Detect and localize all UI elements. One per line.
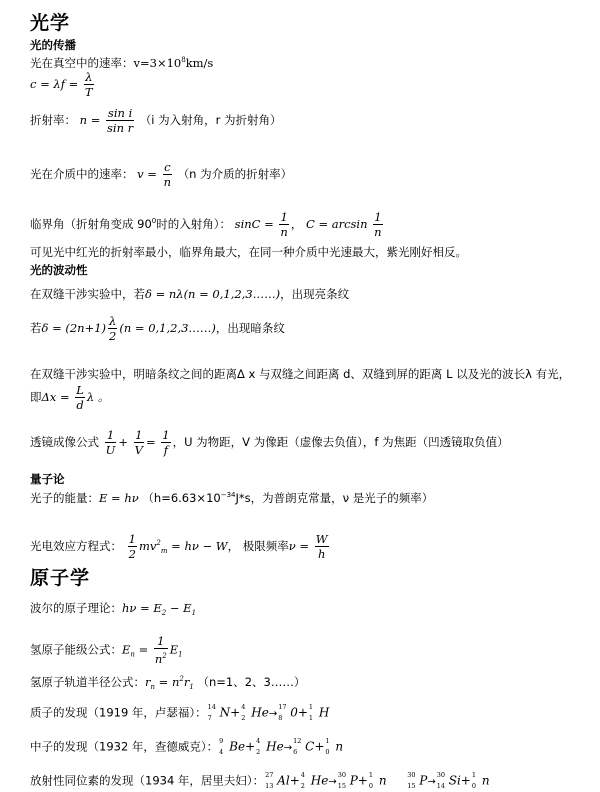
lens-note: ，U 为物距，V 为像距（虚像去负值），f 为焦距（凹透镜取负值） <box>172 435 509 449</box>
medium-speed-den: n <box>163 175 172 189</box>
critical-deg: 0 <box>151 217 157 225</box>
reaction-arrow: → <box>328 776 337 788</box>
photoelectric-line <box>30 532 331 561</box>
nuclide-n14: 14 7 <box>207 703 216 722</box>
critical-num2: 1 <box>374 210 382 224</box>
refraction-den: sin r <box>107 121 134 135</box>
nuclide-he4: 4 2 <box>256 737 261 756</box>
spacing-fraction <box>75 383 85 412</box>
radius-label: 氢原子轨道半径公式： <box>30 675 145 689</box>
lens-n2: 1 <box>135 428 143 442</box>
levels-den: n <box>154 652 163 666</box>
nuclide-n1-b: 1 0 <box>471 771 476 790</box>
medium-speed-num: c <box>164 160 171 174</box>
photoelectric-label: 光电效应方程式： <box>30 539 122 553</box>
medium-speed-lhs: v = <box>137 167 157 181</box>
bohr-s1: 1 <box>191 609 197 617</box>
wave-lambda-f: λf <box>53 77 65 91</box>
heading-quantum: 量子论 <box>30 472 65 486</box>
bright-fringe-line <box>30 286 349 302</box>
spacing-num: L <box>76 383 84 397</box>
photon-energy-label: 光子的能量： <box>30 491 99 505</box>
bright-prefix: 在双缝干涉实验中，若 <box>30 287 145 301</box>
refraction-note: （i 为入射角，r 为折射角） <box>139 113 282 127</box>
radius-r: r <box>183 675 190 689</box>
photoelectric-nu: ν = <box>288 539 310 553</box>
section-title-optics: 光学 <box>30 12 71 34</box>
spacing-den: d <box>76 398 84 412</box>
nuclide-si30: 30 14 <box>436 771 445 790</box>
radius-lhs-sub: n <box>150 683 156 691</box>
refraction-label: 折射率： <box>30 113 76 127</box>
dark-suffix: ，出现暗条纹 <box>215 321 285 335</box>
dark-num: λ <box>109 314 117 328</box>
bright-formula: δ = nλ(n = 0,1,2,3……) <box>145 287 281 301</box>
critical-label-b: 时的入射角）： <box>156 217 232 231</box>
photoelectric-den2: h <box>317 547 326 561</box>
vacuum-speed-unit: km/s <box>185 56 214 70</box>
medium-speed-note: （n 为介质的折射率） <box>177 167 293 181</box>
levels-eq: = <box>134 642 149 657</box>
proton-label: 质子的发现（1919 年，卢瑟福）： <box>30 705 207 720</box>
lens-d1: U <box>105 443 116 457</box>
levels-label: 氢原子能级公式： <box>30 642 122 657</box>
levels-fraction <box>154 634 168 666</box>
photoelectric-num: 1 <box>128 532 136 546</box>
critical-label-a: 临界角（折射角变成 90 <box>30 217 152 231</box>
radius-note: （n=1、2、3……） <box>197 675 306 689</box>
lens-fraction-f <box>161 428 170 457</box>
radius-sup: 2 <box>179 675 184 683</box>
medium-speed-line <box>30 160 292 189</box>
vacuum-speed-label: 光在真空中的速率： <box>30 56 134 70</box>
reaction-arrow: → <box>283 742 293 754</box>
bohr-line <box>30 600 196 621</box>
heading-propagation: 光的传播 <box>30 38 76 52</box>
spacing-lhs: Δx = <box>41 390 70 404</box>
lens-d3: f <box>163 443 169 457</box>
nuclide-n1: 1 0 <box>368 771 373 790</box>
levels-rhs-sub: 1 <box>178 650 183 659</box>
radius-lhs: r <box>145 675 151 689</box>
wave-den: T <box>84 85 93 99</box>
nuclide-al27: 27 13 <box>265 771 274 790</box>
proton-discovery-line: 质子的发现（1919 年，卢瑟福）： 14 7 N+ 4 2 He→ 17 8 0+ 1 1 H <box>30 703 330 722</box>
isotope-label: 放射性同位素的发现（1934 年，居里夫妇）： <box>30 773 265 788</box>
neutron-discovery-line: 中子的发现（1932 年，查德威克）： 9 4 Be+ 4 2 He→ 12 6 C+ 1 0 n <box>30 737 344 756</box>
nuclide-p30-b: 30 15 <box>407 771 416 790</box>
bright-suffix: ，出现亮条纹 <box>280 287 350 301</box>
reaction-arrow: → <box>268 708 278 720</box>
lens-fraction-u <box>105 428 117 457</box>
reaction-arrow: → <box>427 776 436 788</box>
heading-wave-nature: 光的波动性 <box>30 263 88 277</box>
orbit-radius-line <box>30 671 305 695</box>
light-remark: 可见光中红光的折射率最小，临界角最大，在同一种介质中光速最大，紫光刚好相反。 <box>30 245 467 259</box>
wave-eq2: = <box>68 77 79 91</box>
critical-fraction-1 <box>279 210 288 239</box>
photon-energy-note-b: J*s，为普朗克常量，ν 是光子的频率） <box>235 491 434 505</box>
nuclide-be9: 9 4 <box>219 737 224 756</box>
photoelectric-threshold <box>315 532 329 561</box>
wave-num: λ <box>85 70 93 84</box>
nuclide-c12: 12 6 <box>293 737 302 756</box>
nuclide-h1: 1 1 <box>308 703 314 722</box>
lens-plus: + <box>118 435 128 449</box>
photoelectric-sq: 2 <box>156 539 161 547</box>
lens-eq: = <box>145 435 156 449</box>
levels-rhs: E <box>169 642 179 657</box>
dark-prefix: 若 <box>30 321 42 335</box>
spacing-prefix: 即 <box>30 390 42 404</box>
photon-energy-line <box>30 487 433 506</box>
dark-range: (n = 0,1,2,3……) <box>119 321 216 335</box>
photoelectric-den: 2 <box>128 547 136 561</box>
spacing-suffix: λ 。 <box>86 390 110 404</box>
photon-energy-exp: −34 <box>220 491 236 499</box>
wave-fraction <box>84 70 94 99</box>
photon-energy-note-a: （h=6.63×10 <box>142 491 221 505</box>
levels-num: 1 <box>154 634 168 649</box>
energy-level-line <box>30 634 183 666</box>
nuclide-he4: 4 2 <box>241 703 246 722</box>
radius-eq: = n <box>155 675 180 689</box>
refraction-num: sin i <box>107 106 133 120</box>
bohr-s2: 2 <box>161 609 167 617</box>
photoelectric-half <box>128 532 137 561</box>
photon-energy-formula: E = hν <box>99 491 139 505</box>
critical-num1: 1 <box>280 210 288 224</box>
lens-n1: 1 <box>105 428 117 443</box>
wave-eq1: = <box>40 77 50 91</box>
dark-den: 2 <box>109 329 117 343</box>
critical-den1: n <box>280 225 288 239</box>
fringe-spacing-line: 在双缝干涉实验中，明暗条纹之间的距离Δ x 与双缝之间距离 d、双缝到屏的距离 L 以及光的波长λ 有光， <box>30 367 571 381</box>
dark-fringe-line <box>30 314 285 343</box>
refraction-n: n = <box>79 113 101 127</box>
critical-sinc: sinC = <box>234 217 274 231</box>
bohr-label: 波尔的原子理论： <box>30 601 122 615</box>
refraction-fraction <box>106 106 134 135</box>
nuclide-he4: 4 2 <box>300 771 305 790</box>
isotope-discovery-line: 放射性同位素的发现（1934 年，居里夫妇）： 27 13 Al+ 4 2 He→ 30 15 P+ 1 0 n 30 15 P→ 30 14 Si+ 1 0 n <box>30 771 490 790</box>
bohr-formula-b: − E <box>166 601 192 615</box>
levels-lhs-sub: n <box>130 650 135 659</box>
photoelectric-rest: = hν − W <box>167 539 228 553</box>
critical-angle-line <box>30 210 385 239</box>
critical-sep: ， <box>290 217 303 231</box>
photoelectric-sub: m <box>160 547 168 555</box>
lens-d2: V <box>134 443 143 457</box>
vacuum-speed-exp: 8 <box>181 56 186 64</box>
critical-fraction-2 <box>373 210 382 239</box>
lens-n3: 1 <box>162 428 170 442</box>
lens-label: 透镜成像公式 <box>30 435 99 449</box>
medium-speed-label: 光在介质中的速率： <box>30 167 134 181</box>
wave-c: c <box>30 77 37 91</box>
photoelectric-sep: ， 极限频率 <box>227 539 289 553</box>
neutron-label: 中子的发现（1932 年，查德威克）： <box>30 739 219 754</box>
critical-den2: n <box>374 225 382 239</box>
dark-lhs: δ = (2n+1) <box>41 321 107 335</box>
nuclide-p30: 30 15 <box>337 771 346 790</box>
lens-fraction-v <box>134 428 144 457</box>
radius-r-sub: 1 <box>189 683 194 691</box>
refraction-line <box>30 106 282 135</box>
dark-fraction <box>108 314 117 343</box>
levels-lhs: E <box>122 642 131 657</box>
section-title-atomic: 原子学 <box>30 567 91 589</box>
fringe-spacing-formula <box>30 383 109 412</box>
bohr-formula-a: hν = E <box>122 601 162 615</box>
vacuum-speed-value: v=3×10 <box>133 56 182 70</box>
nuclide-n1: 1 0 <box>325 737 330 756</box>
levels-den-sup: 2 <box>162 652 167 660</box>
medium-speed-fraction <box>163 160 172 189</box>
nuclide-o17: 17 8 <box>278 703 287 722</box>
vacuum-speed-line <box>30 52 213 71</box>
photoelectric-num2: W <box>315 532 328 546</box>
critical-c-eq: C = arcsin <box>305 217 368 231</box>
wave-formula <box>30 70 96 99</box>
lens-formula-line <box>30 428 509 457</box>
photoelectric-mv: mv <box>138 539 157 553</box>
